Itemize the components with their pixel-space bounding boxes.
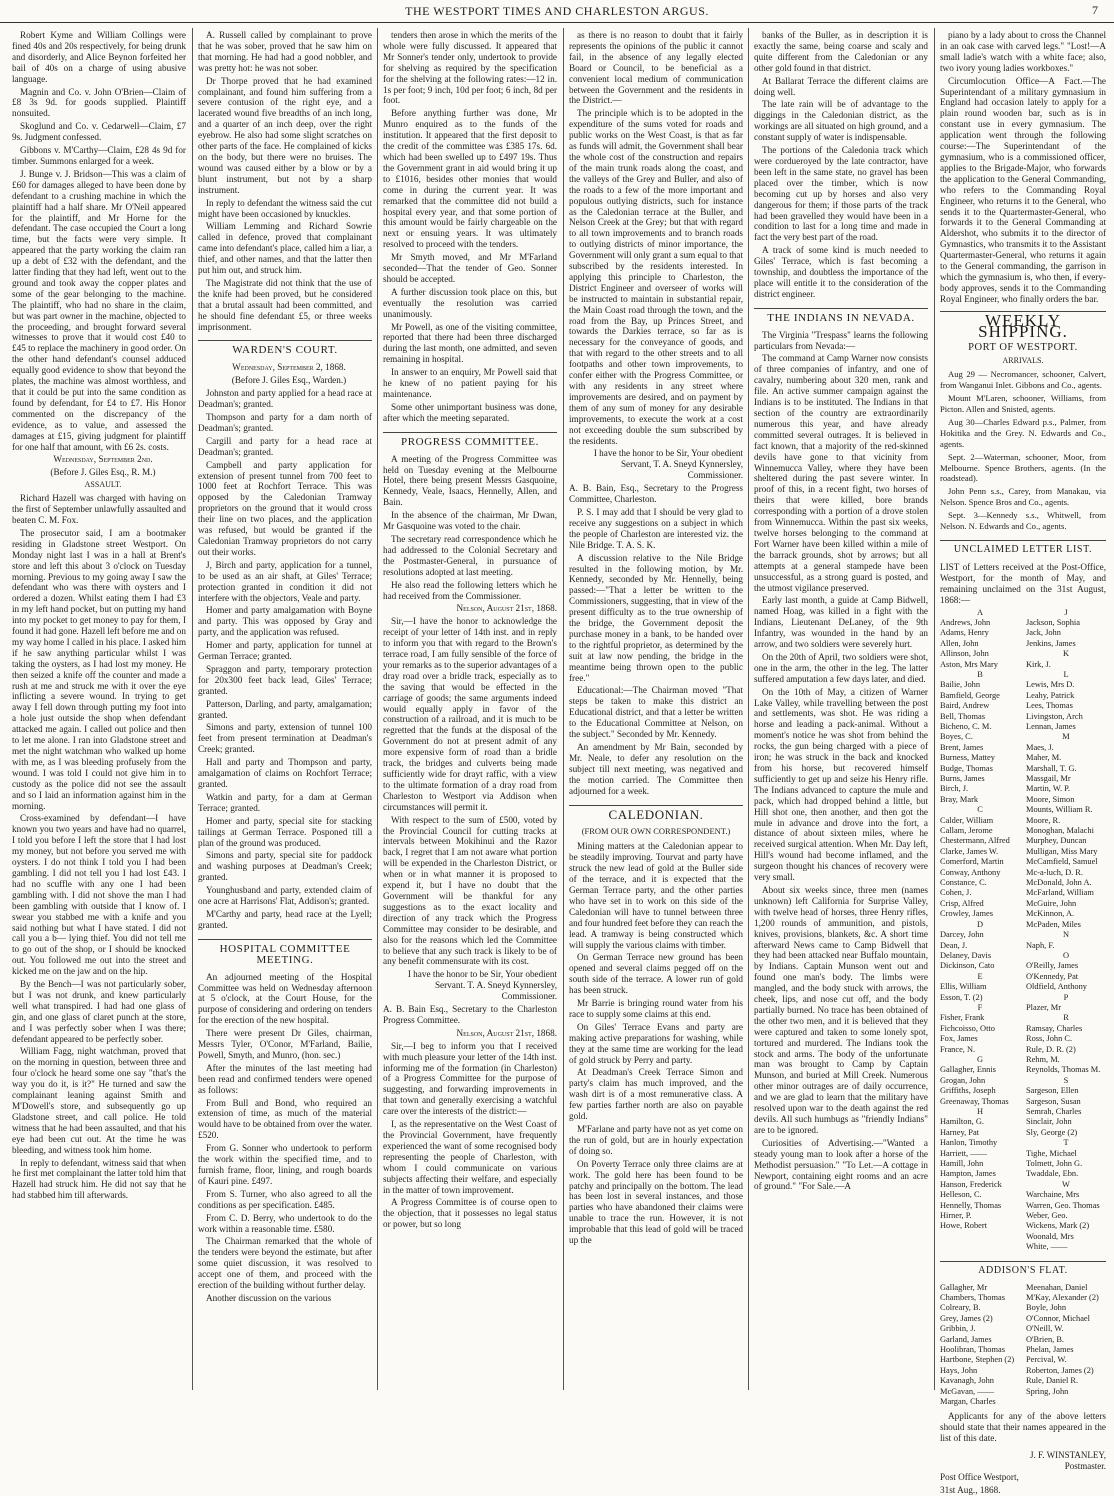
section-heading: PROGRESS COMMITTEE. [383, 432, 557, 448]
paragraph: Curiosities of Advertising.—"Wanted a steady young man to look after a horse of the Methodist persuasion." "To Let.—A cottage in Newport, containing eight rooms and an acre of ground." "For Sale.—A [754, 1137, 928, 1192]
newspaper-title: THE WESTPORT TIMES AND CHARLESTON ARGUS. [405, 4, 709, 18]
paragraph: William Lemming and Richard Sowrie called in defence, proved that complainant came into defendant's place, called him a liar, a thief, and other names, and that the latter then put him out, and struck him. [198, 221, 372, 276]
list-item: Jackson, Sophia [1026, 617, 1080, 627]
paragraph: The prosecutor said, I am a bootmaker residing in Gladstone street Westport. On Monday night last I was in a hall at Brent's store and left this about 3 o'clock on Tuesday morning. Previous to my going away I saw the defendant who was there with oysters and I ordered a dozen. Whilst eating them I had £3 in my left hand pocket, but on putting my hand into my pocket to get money to pay for them, I found it had gone. Hazell left before me and on my way home I called in his place. I asked him if he saw anything particular whilst I was taking the oysters, as I had lost my money. He then seized a knife off the counter and made a rush at me and struck me with it over the eye inflicting a severe wound. In trying to get away I fell down through putting my foot into a hole just outside the shop when defendant attacked me again. I called out police and then to let me alone. I ran into Gladstone street and met the night watchman who walked up home with me, as I was bleeding profusely from the wound. I was told I could not give him in to custody as the police did not see the assault and so I laid an information against him in the morning. [12, 527, 186, 811]
paragraph: Younghusband and party, extended claim of one acre at Harrisons' Flat, Addison's; granted. [198, 885, 372, 907]
paragraph: There were present Dr Giles, chairman, Messrs Tyler, O'Conor, M'Farland, Bailie, Powell, Smyth, and Munro, (hon. sec.) [198, 1028, 372, 1060]
paragraph: Mining matters at the Caledonian appear to be steadily improving. Tourvat and party have struck the new lead of gold at the Buller side of the terrace, and it is expected that the German Terrace party, and the other parties who have set in to work on this side of the Caledonian will have to tunnel between three and four hundred feet before they can reach the lead. A tramway is being constructed which will supply the various claims with timber. [569, 841, 743, 950]
list-item: Fox, James [940, 1034, 978, 1044]
list-item: Calder, William [940, 815, 994, 825]
paragraph: From C. D. Berry, who undertook to do the work within a reasonable time. £580. [198, 1212, 372, 1234]
list-item: Howe, Robert [940, 1221, 987, 1231]
paragraph: Cross-examined by defendant—I have known you two years and have had no quarrel, I told you before I left the store that I had lost my money, but not before you served me with oysters. I do not think I told you I had been gambling. I did not tell you I had lost £43. I had no scuffle with any one I had been gambling with. I did not shove the man I had been gambling with outside that I know of. I swear you stabbed me with a knife and you said nothing but what I have stated. I did not call you a b— lying thief. You did not tell me to go out of the shop, or I should be knocked out. You followed me out into the street and kicked me on the jaw and on the hip. [12, 813, 186, 977]
list-item: Tolmett, John G. [1026, 1159, 1083, 1169]
list-item: Naph, F. [1026, 940, 1055, 950]
paragraph: At Deadman's Creek Terrace Simon and party's claim has much improved, and the wash dirt is of a most remunerative class. A few parties farther north are also on payable gold. [569, 1067, 743, 1122]
list-item: Esson, T. (2) [940, 992, 983, 1002]
list-item: Kirk, J. [1026, 659, 1051, 669]
column-6 [940, 30, 1106, 1495]
list-item: Harriett, —— [940, 1148, 987, 1158]
list-item: Mounts, William R. [1026, 805, 1093, 815]
list-item: Baird, Andrew [940, 701, 990, 711]
list-letter-heading: O [1062, 950, 1070, 960]
court-date: Wednesday, September 2, 1868. [232, 362, 346, 373]
masthead [0, 0, 1114, 23]
list-item: Sly, George (2) [1026, 1127, 1078, 1137]
paragraph: He also read the following letters which he had received from the Commissioner. [383, 579, 557, 601]
post-office-place: Post Office Westport, [940, 1472, 1019, 1482]
shipping-entry: Sept. 2—Waterman, schooner, Moor, from Melbourne. Spence Brothers, agents. (In the roadstead). [940, 451, 1106, 484]
list-item: Martin, W. P. [1026, 784, 1070, 794]
list-item: Twaddale, Ebn. [1026, 1169, 1079, 1179]
shipping-entry: Sept. 3—Kennedy s.s., Whitwell, from Nelson. N. Edwards and Co., agents. [940, 510, 1106, 532]
paragraph: A meeting of the Progress Committee was held on Tuesday evening at the Melbourne Hotel, there being present Messrs Gasquoine, Kennedy, Veale, Isaacs, Hennelly, Allen, and Bain. [383, 453, 557, 508]
list-item: Grey, James (2) [940, 1313, 993, 1323]
list-item: Griffiths, Joseph [940, 1086, 996, 1096]
list-item: Ramsay, Charles [1026, 1023, 1083, 1033]
list-letter-heading: F [977, 1002, 983, 1012]
paragraph: The principle which is to be adopted in the expenditure of the sums voted for roads and public works on the West Coast, is that as far as funds will admit, the Government shall bear the whole cost of the construction and repairs of the main trunk roads along the coast, and the valleys of the Grey and Buller, and also of the roads to a few of the more important and populous outlying districts, such for instance as the Caledonian terrace at the Buller, and Nelson Creek at the Grey; but that with regard to all town improvements and to branch roads to outlying districts of minor importance, the Government will only grant a sum equal to that subscribed by the residents interested. In applying this principle to Charleston, the District Engineer and overseer of works will be instructed to maintain in substantial repair, the Main Coast road through the town, and the road from the Bay, up Princes Street, and towards the Darkies terrace, so far as is necessary for the conveyance of goods, and that with regard to the other streets and to all footpaths and other town improvements, to confer either with the Progress Committee, or with any residents in any street where improvements are desired, and on payment by them of any sum of money for any desirable improvements, to execute the work at a cost not exceeding double the sum subscribed by the residents. [569, 108, 744, 446]
list-item: Hennelly, Thomas [940, 1200, 1002, 1210]
list-item: Semrah, Charles [1026, 1107, 1082, 1116]
list-letter-heading: C [977, 805, 983, 815]
postmaster-title: Postmaster. [1064, 1461, 1106, 1472]
paragraph: In reply to defendant the witness said the cut might have been occasioned by knuckles. [198, 197, 372, 219]
list-item: Hampton, James [940, 1169, 996, 1179]
list-item: Maher, M. [1026, 753, 1062, 763]
list-item: M'Kay, Alexander (2) [1026, 1293, 1099, 1302]
column-4 [569, 30, 743, 1390]
list-item: O'Neill, W. [1026, 1324, 1064, 1334]
list-item: Sinclair, John [1026, 1117, 1072, 1127]
paragraph: The Magistrate did not think that the use of the knife had been proved, but he considered that a brutal assault had been committed, and he should fine defendant £5, or three weeks imprisonment. [198, 277, 372, 332]
paragraph: On Giles' Terrace Evans and party are making active preparations for washing, while they at the same time are working for the lead of gold struck by Perry and party. [569, 1021, 743, 1065]
paragraph: From Bull and Bond, who required an extension of time, as much of the material would have to be obtained from over the water. £520. [198, 1097, 372, 1141]
paragraph: banks of the Buller, as in description it is exactly the same, being coarse and scaly and quite different from the Caledonian or any other gold found in that district. [754, 30, 928, 73]
paragraph: The portions of the Caledonia track which were cordueroyed by the late contractor, have been left in the same state, no gravel has been placed over the timber, which is now becoming cut up by horses and also very dangerous for them; if those parts of the track had been gravelled they would have been in a condition to last for a long time and made in fact the very best part of the road. [754, 145, 928, 243]
section-subheading: (FROM OUR OWN CORRESPONDENT.) [581, 826, 731, 837]
list-item: Fisher, Frank [940, 1013, 985, 1023]
list-item: Rule, Daniel R. [1026, 1376, 1079, 1386]
list-letter-heading: H [976, 1107, 984, 1116]
list-letter-heading: A [976, 607, 984, 617]
list-item: Burness, Mattey [940, 753, 995, 763]
paragraph: On German Terrace new ground has been opened and several claims pegged off on the south side of the terrace. A lower run of gold has been struck. [569, 952, 743, 996]
paragraph: tenders then arose in which the merits of the whole were fully discussed. It appeared that Mr Sonner's tender only, undertook to provide for shelving as required by the specification for the shelving at the following rates:—12 in. 1s per foot; 9 inch, 10d per foot; 6 inch, 8d per foot. [383, 30, 557, 106]
paragraph: The late rain will be of advantage to the diggings in the Caledonian district, as the workings are all situated on high ground, and a constant supply of water is indispensable. [754, 99, 928, 143]
paragraph: Homer and party amalgamation with Boyne and party. This was opposed by Gray and party, and the application was refused. [198, 605, 372, 638]
paragraph: A. Russell called by complainant to prove that he was sober, proved that he saw him on that morning. He had had a good nobbler, and was pretty hot: he was not sober. [198, 30, 372, 73]
paragraph: Skoglund and Co. v. Cedarwell—Claim, £7 9s. Judgment confessed. [12, 121, 186, 143]
paragraph: Simons and party, special site for paddock and washing purposes at Deadman's Creek; granted. [198, 850, 372, 883]
paragraph: M'Farlane and party have not as yet come on the run of gold, but are in hourly expectation of doing so. [569, 1124, 743, 1156]
shipping-entry: John Penn s.s., Carey, from Manakau, via Nelson. Spence Bros and Co., agents. [940, 486, 1106, 508]
list-item: Brent, James [940, 742, 984, 752]
list-letter-heading: G [976, 1054, 984, 1064]
paragraph: Watkin and party, for a dam at German Terrace; granted. [198, 791, 372, 813]
list-item: Constance, C. [940, 878, 987, 888]
list-item: Bell, Thomas [940, 711, 985, 721]
paragraph: An adjourned meeting of the Hospital Committee was held on Wednesday afternoon at 5 o'clock, at the Court House, for the purpose of considering and ordering on tenders for the erection of the new hospital. [198, 971, 372, 1026]
paragraph: Magnin and Co. v. John O'Brien—Claim of £8 3s 9d. for goods supplied. Plaintiff nonsuited. [12, 86, 186, 119]
section-heading: UNCLAIMED LETTER LIST. [940, 540, 1106, 556]
list-item: Maes, J. [1026, 742, 1054, 752]
letter-addressee: A. B. Bain, Esq., Secretary to the Progress Committee, Charleston. [569, 483, 743, 505]
column-rule [934, 28, 935, 1390]
list-item: Tighe, Michael [1026, 1148, 1077, 1158]
list-item: O'Brien, B. [1026, 1334, 1065, 1344]
paragraph: The Virginia "Trespass" learns the following particulars from Nevada:— [754, 329, 928, 351]
list-item: Mc-a-luch, D. R. [1026, 867, 1083, 877]
list-letter-heading: T [1063, 1138, 1069, 1148]
paragraph: Spraggon and party, temporary protection for 20x300 feet back lead, Giles' Terrace; granted. [198, 663, 372, 696]
column-1 [12, 30, 186, 1390]
paragraph: The secretary read correspondence which he had addressed to the Colonial Secretary and the Postmaster-General, in pursuance of resolutions adopted at last meeting. [383, 533, 557, 577]
post-office-date: 31st Aug., 1868. [940, 1484, 1001, 1495]
shipping-entry: Mount M'Laren, schooner, Williams, from Picton. Allen and Snisted, agents. [940, 393, 1106, 414]
column-rule [377, 28, 378, 1390]
list-item: Murphey, Duncan [1026, 836, 1087, 846]
list-item: Sargeson, Susan [1026, 1096, 1081, 1106]
list-item: McCamfield, Samuel [1026, 857, 1098, 867]
list-item: Greenaway, Thomas [940, 1096, 1009, 1106]
paragraph: Mr Powell, as one of the visiting committee, reported that there had been three discharged during the last month, one admitted, and seven remaining in hospital. [383, 321, 557, 365]
list-item: Bamfield, George [940, 690, 1000, 700]
list-item: Rehm, M. [1026, 1054, 1060, 1064]
list-item: Cohen, J. [940, 888, 972, 898]
list-item: Margan, Charles [940, 1397, 996, 1407]
addison-flat-list [940, 1283, 1106, 1408]
list-item: Garland, James [940, 1334, 992, 1344]
paragraph: Robert Kyme and William Collings were fined 40s and 20s respectively, for being drunk and disorderly, and Alice Beynon forfeited her bail of 40s on a charge of using abusive language. [12, 30, 186, 84]
column-rule [563, 28, 564, 1390]
list-letter-heading: S [1063, 1075, 1069, 1085]
name-column-right [1026, 1283, 1106, 1408]
paragraph: A further discussion took place on this, but eventually the resolution was carried unanimously. [383, 286, 557, 319]
paragraph: A Progress Committee is of course open to the objection, that it possesses no legal status or power, but so long [383, 1197, 557, 1230]
paragraph: Educational:—The Chairman moved "That steps be taken to make this district an Educational district, and that a letter be written to the Educational Committee at Nelson, on the subject." Seconded by Mr. Kennedy. [569, 685, 743, 740]
list-item: Marshall, T. G. [1026, 763, 1077, 773]
list-item: Roberton, James (2) [1026, 1365, 1094, 1375]
list-item: McDonald, John A. [1026, 878, 1092, 888]
list-item: Reynolds, Thomas M. [1026, 1065, 1101, 1075]
port-heading: PORT OF WESTPORT. [968, 342, 1078, 354]
paragraph: Sir,—I have the honor to acknowledge the receipt of your letter of 14th inst. and in reply to inform you that with regard to the Brown's terrace road, I am fully sensible of the force of your remarks as to the superior advantages of a dray road over a bridle track, especially as to the saving that would be effected in the carriage of goods; the same arguments indeed would equally apply in favor of the construction of a railroad, and it is much to be regretted that the funds at the disposal of the Government do not at present admit of any more expensive form of road than a bridle track, the bridges and culverts being made sufficiently wide for drayt raffic, with a view to the ultimate formation of a dray road from Charleston to Westport via Addison when circumstances will permit it. [383, 616, 557, 812]
paragraph: Early last month, a guide at Camp Bidwell, named Hoag, was killed in a fight with the Indians, Lieutenant DeLaney, of the 9th Infantry, was wounded in the hand by an arrow, and two soldiers were severely hurt. [754, 595, 928, 650]
column-rule [748, 28, 749, 1390]
list-letter-heading: K [1062, 649, 1070, 659]
list-item: Wickens, Mark (2) [1026, 1221, 1090, 1231]
paragraph: The Chairman remarked that the whole of the tenders were beyond the estimate, but after some quiet discussion, it was resolved to accept one of them, and proceed with the erection of the building without further delay. [198, 1236, 372, 1291]
name-column-left [940, 1283, 1020, 1408]
list-item: Warchaine, Mrs [1026, 1190, 1080, 1200]
list-item: Colreary, B. [940, 1303, 981, 1313]
court-date: Wednesday, September 2nd. [53, 454, 153, 465]
list-item: White, —— [1026, 1242, 1068, 1252]
list-item: Chambers, Thomas [940, 1293, 1005, 1302]
letter-addressee: A. B. Bain Esq., Secretary to the Charleston Progress Committee. [383, 1004, 557, 1025]
list-item: Hoolibran, Thomas [940, 1345, 1005, 1355]
paragraph: P. S. I may add that I should be very glad to receive any suggestions on a subject in which the people of Charleston are interested viz. the Nile Bridge. T. A. S. K. [569, 506, 743, 550]
list-footer: Applicants for any of the above letters should state that their names appeared in the list of this date. [940, 1411, 1106, 1444]
paragraph: By the Bench—I was not particularly sober, but I was not drunk, and knew particularly well what transpired. I had had one glass of gin, and one glass of claret punch at the store, and I was perfectly sober when I was there; defendant appeared to be perfectly sober. [12, 979, 186, 1044]
letter-dateline: Nelson, August 21st, 1868. [456, 1027, 557, 1038]
paragraph: Some other unimportant business was done, after which the meeting separated. [383, 401, 557, 423]
paragraph: Simons and party, extension of tunnel 100 feet from present termination at Deadman's Creek; granted. [198, 722, 372, 755]
paragraph: William Fagg, night watchman, proved that on the morning in question, between three and four o'clock he heard some one say "that's the way you do it, is it?" He turned and saw the complainant leaning against Smith and M'Dowell's store, and subsequently go up Gladstone street, and call police. He told witness that he had been assaulted, and that his eye had been cut out. At the time he was bleeding, and witness took him home. [12, 1046, 186, 1155]
paragraph: Circumlocution Office—A Fact.—The Superintendant of a military gymnasium in England had occasion lately to apply for a plain round wooden bar, such as is in constant use in every gymnasium. The application went through the following course:—The Superintendant of the gymnasium, who is a commissioned officer, applies to the Brigade-Major, who forwards the application to the General Commanding, who refers to the Commanding Royal Engineer, who returns it to the General, who sends it to the Quartermaster-General, who forwards it to the General Commanding at Aldershot, who submits it to the director of Gymnastics, who transmits it to the Assistant Quartermaster-General, who returns it again to the General commanding, the garrison in which the gymnasium is, who then, if every-body approves, sends it to the Commanding Royal Engineer, who finally orders the bar. [940, 75, 1106, 304]
paragraph: Patterson, Darling, and party, amalgamation; granted. [198, 698, 372, 720]
list-letter-heading: M [1062, 732, 1070, 742]
list-item: Rule, D. R. (2) [1026, 1044, 1076, 1054]
list-item: Ellis, William [940, 982, 987, 992]
list-letter-heading: D [976, 919, 984, 929]
list-letter-heading: N [1062, 930, 1070, 940]
list-item: Hamilton, G. [940, 1117, 984, 1127]
list-item: Crisp, Alfred [940, 898, 984, 908]
list-item: Conway, Anthony [940, 867, 1001, 877]
list-item: Dean, J. [940, 940, 968, 950]
court-bench: (Before J. Giles Esq., Warden.) [231, 375, 347, 386]
paragraph: I, as the representative on the West Coast of the Provincial Government, have frequently experienced the want of some recognised body representing the people of Charleston, with whom I could communicate on various subjects affecting their welfare, and especially in the matter of town improvement. [383, 1119, 557, 1195]
paragraph: piano by a lady about to cross the Channel in an oak case with carved legs." "Lost!—A small ladie's watch with a white face; also, two ivory young ladies workboxes." [940, 30, 1106, 73]
paragraph: In the absence of the chairman, Mr Dwan, Mr Gasquoine was voted to the chair. [383, 510, 557, 532]
list-item: Mulligan, Miss Mary [1026, 846, 1098, 856]
unclaimed-letter-list [940, 608, 1106, 1253]
column-5 [754, 30, 928, 1390]
paragraph: From S. Turner, who also agreed to all the conditions as per specification. £485. [198, 1188, 372, 1210]
list-item: Crowley, James [940, 909, 993, 919]
list-item: McKinnon, A. [1026, 909, 1075, 919]
paragraph: Mr Smyth moved, and Mr M'Farland seconded—That the tender of Geo. Sonner should be accepted. [383, 252, 557, 284]
list-item: Monoghan, Malachi [1026, 826, 1094, 836]
paragraph: At Ballarat Terrace the different claims are doing well. [754, 75, 928, 97]
list-letter-heading: R [1063, 1013, 1069, 1023]
paragraph: Cargill and party for a head race at Deadman's; granted. [198, 435, 372, 457]
list-item: Hamill, John [940, 1159, 984, 1169]
paragraph: After the minutes of the last meeting had been read and confirmed tenders were opened as follows: [198, 1062, 372, 1095]
list-item: Andrews, John [940, 617, 991, 627]
list-letter-heading: W [1062, 1179, 1070, 1189]
list-item: Moore, R. [1026, 815, 1061, 825]
list-item: O'Kennedy, Pat [1026, 971, 1079, 981]
list-item: Allen, John [940, 638, 979, 648]
list-item: Clarke, James W. [940, 846, 999, 856]
list-item: Burns, James [940, 774, 985, 783]
paragraph: Homer and party, special site for stacking tailings at German Terrace. Posponed till a plan of the ground was produced. [198, 815, 372, 848]
shipping-entry: Aug 29 — Necromancer, schooner, Calvert, from Wanganui Inlet. Gibbons and Co., agents. [940, 369, 1106, 391]
paragraph: From G. Sonner who undertook to perform the work within the specified time, and to furnish frame, floor, lining, and rough boards of Kauri pine. £497. [198, 1143, 372, 1186]
paragraph: An amendment by Mr Bain, seconded by Mr. Neale, to defer any resolution on the subject till next meeting, was negatived and the motion carried. The Committee then adjourned for a week. [569, 742, 743, 796]
section-heading: THE INDIANS IN NEVADA. [754, 308, 928, 324]
list-item: Hirner, P. [940, 1211, 972, 1221]
paragraph: On the 10th of May, a citizen of Warner Lake Valley, while travelling between the post and settlements, was shot. He was riding a horse and leading a pack-animal. Without a moment's notice he was shot from behind the rocks, the gun being charged with a piece of iron; he was struck in the back and knocked from his horse, but recovered himself sufficiently to get up and seize his Henry rifle. The Indians advanced to capture the mule and pack, which had dropped behind a little, but Hill shot one, then another, and then got the mule in advance and drove into the fort, a distance of about sixteen miles, where he received surgical attention. When Mr. Day left, Hill's wound had become inflamed, and the surgeon thought his chances of recovery were very small. [754, 686, 928, 883]
list-item: Oldfield, Anthony [1026, 982, 1087, 992]
paragraph: In reply to defendant, witness said that when he first met complainant the latter told him that Hazell had struck him. He did not say that he had stabbed him till afterwards. [12, 1157, 186, 1201]
list-item: Bicheno, C. M. [940, 721, 992, 731]
list-item: Hartbone, Stephen (2) [940, 1355, 1015, 1365]
list-item: Lennan, James [1026, 721, 1076, 731]
letter-list-intro: LIST of Letters received at the Post-Office, Westport, for the month of May, and remaining unclaimed on the 31st August, 1868:— [940, 561, 1106, 605]
list-item: Callam, Jerome [940, 826, 993, 836]
column-rule [192, 28, 193, 1390]
list-item: Harney, Pat [940, 1127, 979, 1137]
paragraph: Hall and party and Thompson and party, amalgamation of claims on Rochfort Terrace; granted. [198, 757, 372, 789]
list-item: Dickinson, Cato [940, 961, 995, 971]
list-item: McGavan, —— [940, 1386, 994, 1396]
list-item: Grogan, John [940, 1075, 986, 1085]
column-3 [383, 30, 557, 1390]
section-heading: WEEKLY SHIPPING. [940, 311, 1106, 338]
list-item: Fichcoisso, Otto [940, 1023, 995, 1033]
list-item: Aston, Mrs Mary [940, 659, 998, 669]
list-item: Lewis, Mrs D. [1026, 680, 1075, 690]
list-item: Ross, John C. [1026, 1034, 1073, 1044]
list-item: Gallagher, Ennis [940, 1065, 996, 1075]
paragraph: A discussion relative to the Nile Bridge resulted in the following motion, by Mr. Kennedy, seconded by Mr. Hennelly, being passed:—"That a letter be written to the Commissioners, suggesting, that in view of the present difficulty as to the true ownership of the bridge, the Government deposit the purchase money in a bank, to be handed over to the rightful proprietor, as determined by the suit at law now pending, the bridge in the meantime being thrown open to the public free." [569, 552, 743, 683]
list-item: Spring, John [1026, 1386, 1069, 1396]
list-item: Hanson, Frederick [940, 1179, 1002, 1189]
letter-signature: I have the honor to be Sir, Your obedient Servant, T. A. Sneyd Kynnersley, Commissioner. [593, 448, 743, 481]
letter-dateline: Nelson, August 21st, 1868. [456, 603, 557, 614]
list-item: Plazer, Mr [1026, 1002, 1062, 1012]
paragraph: Thompson and party for a dam north of Deadman's; granted. [198, 412, 372, 433]
section-label: ASSAULT. [84, 480, 122, 490]
paragraph: as there is no reason to doubt that it fairly represents the opinions of the public it cannot fail, in the absence of any legally elected Board or Council, to be beneficial as a convenient local medium of communication between the Government and the residents in the District.— [569, 30, 743, 106]
list-item: McFarland, William [1026, 888, 1094, 898]
shipping-entry: Aug 30—Charles Edward p.s., Palmer, from Hokitika and the Grey. N. Edwards and Co., agents. [940, 416, 1106, 449]
list-item: Bray, Mark [940, 794, 979, 804]
section-heading: CALEDONIAN. [569, 805, 743, 821]
paragraph: On Poverty Terrace only three claims are at work. The gold here has been found to be patchy and principally on the bottom. The lead has been lost in several instances, and those parties who have abandoned their claims were unable to trace the run. However, it is not improbable that this lead of gold will be traced up the [569, 1158, 743, 1246]
postmaster-name: J. F. WINSTANLEY, [1030, 1450, 1106, 1461]
list-item: Helleson, C. [940, 1190, 982, 1200]
paragraph: Sir,—I beg to inform you that I received with much pleasure your letter of the 14th inst. informing me of the formation (in Charleston) of a Progress Committee for the purpose of suggesting, and forwarding improvements in that town and generally exercising a watchful care over the interests of the district:— [383, 1040, 557, 1117]
section-heading: HOSPITAL COMMITTEE MEETING. [198, 939, 372, 966]
paragraph: Campbell and party application for extension of present tunnel from 700 feet to 1000 feet at Rochfort Terrace. This was opposed by the Caledonian Tramway proprietors on the ground that it would cross their line on two places, and the application was refused, but would be granted if the Caledonian Tramway proprietors do not carry out their works. [198, 459, 372, 557]
list-item: Weber, Geo. [1026, 1211, 1068, 1221]
section-heading: ADDISON'S FLAT. [940, 1261, 1106, 1277]
name-column-left [940, 608, 1020, 1253]
paragraph: In answer to an enquiry, Mr Powell said that he knew of no patient paying for his maintenance. [383, 367, 557, 399]
list-item: France, N. [940, 1044, 976, 1054]
list-item: Bailie, John [940, 680, 981, 690]
list-item: Woonald, Mrs [1026, 1231, 1074, 1241]
list-item: Livingston, Arch [1026, 711, 1083, 721]
list-item: Meenahan, Daniel [1026, 1282, 1088, 1292]
paragraph: Johnston and party applied for a head race at Deadman's; granted. [198, 388, 372, 410]
list-item: Boyle, John [1026, 1303, 1067, 1313]
paragraph: M'Carthy and party, head race at the Lyell; granted. [198, 908, 372, 930]
list-item: Lees, Thomas [1026, 701, 1073, 711]
list-item: Gribbin, J. [940, 1324, 976, 1334]
paragraph: Dr Thorpe proved that he had examined complainant, and found him suffering from a severe contusion of the right eye, and a lacerated wound five breadths of an inch long, and a quarter of an inch deep, over the right eyebrow. He also had some slight scratches on other parts of the face. He complained of kicks on the body, but there were no bruises. The wound was caused either by a blow or by a blunt instrument, but not by a sharp instrument. [198, 75, 372, 195]
list-item: McGuire, John [1026, 898, 1077, 908]
list-item: Delaney, Davis [940, 950, 992, 960]
section-heading: WARDEN'S COURT. [198, 340, 372, 356]
paragraph: J, Birch and party, application for a tunnel, to be used as an air shaft, at Giles' Terrace; protection granted in condition it did not interfere with the objectors, Veale and party. [198, 559, 372, 603]
list-item: Jack, John [1026, 628, 1061, 638]
list-item: Darcey, John [940, 930, 984, 940]
paragraph: Before anything further was done, Mr Munro enquired as to the funds of the institution. It appeared that the first deposit to the credit of the committee was £385 17s. 6d. which had been swelled up to £497 19s. Thus the Government grant in aid would bring it up to £1016, besides other monies that would come in during the current year. It was remarked that the committee did not build a hospital every year, and that some portion of this amount would be fairly chargeable on the next or ensuing years. It was ultimately resolved to proceed with the tenders. [383, 108, 557, 250]
column-2 [198, 30, 372, 1390]
paragraph: A track of some kind is much needed to Giles' Terrace, which is fast becoming a township, and doubtless the importance of the place will entitle it to the consideration of the district engineer. [754, 245, 928, 299]
paragraph: The command at Camp Warner now consists of three companies of infantry, and one of cavalry, numbering about 320 men, rank and file. An active summer campaign against the Indians is to be instituted. The Indians in that section of the country are extraordinarily numerous this year, and have already committed several outrages. It is believed in fact known, that a majority of the red-skinned devils have gone to that vicinity from Winnemucca Valley, where they have been sheltered during the past severe winter. In proof of this, in a recent fight, two horses of theirs that were killed, bore brands corresponding with a portion of a drove stolen from Winnemucca. Within the past six weeks, twelve horses belonging to the command at Fort Warner have been killed within a mile of the barrack grounds, shot by arrows; but all attempts at a general stampede have been unsuccessful, as a strong guard is posted, and the utmost vigilance preserved. [754, 353, 928, 593]
list-item: Allinson, John [940, 649, 989, 659]
list-item: Adams, Henry [940, 628, 989, 638]
list-letter-heading: J [1064, 607, 1068, 617]
paragraph: With respect to the sum of £500, voted by the Provincial Council for cutting tracks at intervals between Mokihinui and the Razor back, I regret that I am not aware what portion will be expended in the Charleston District, or when or in what manner it is proposed to expend it, but I have no doubt that the Government will be thankful for any suggestions as to the exact locality and direction of any track which the Progress Committee may consider to be desirable, and also for the reasons which led the Committee to believe that any such track is likely to be of any benefit commensurate with its cost. [383, 814, 557, 967]
court-bench: (Before J. Giles Esq., R. M.) [50, 467, 156, 478]
list-item: McPaden, Miles [1026, 919, 1081, 929]
list-letter-heading: P [1063, 992, 1069, 1002]
list-item: Jenkins, James [1026, 638, 1076, 648]
list-item: Gallagher, Mr [940, 1282, 988, 1292]
list-item: Comerford, Martin [940, 857, 1004, 867]
list-item: Hays, John [940, 1365, 978, 1375]
list-letter-heading: E [977, 971, 983, 981]
paragraph: Richard Hazell was charged with having on the first of September unlawfully assaulted and beaten C. M. Fox. [12, 493, 186, 525]
list-item: Percival, W. [1026, 1355, 1067, 1365]
list-item: Kavanagh, John [940, 1376, 994, 1386]
list-item: Phelan, James [1026, 1345, 1074, 1355]
list-item: Warren, Geo. Thomas [1026, 1200, 1100, 1210]
list-item: Moore, Simon [1026, 794, 1075, 804]
page-number: 7 [1092, 3, 1098, 17]
list-letter-heading: B [977, 669, 983, 679]
list-letter-heading: L [1063, 669, 1069, 679]
list-item: Massgail, Mr [1026, 774, 1071, 783]
list-item: Sargeson, Ellen [1026, 1086, 1079, 1096]
list-item: Birch, J. [940, 784, 969, 794]
paragraph: On the 20th of April, two soldiers were shot, one in the arm, the other in the leg. The latter suffered amputation a few days later, and died. [754, 651, 928, 684]
list-item: Chestermann, Alfred [940, 836, 1010, 846]
list-item: O'Connor, Michael [1026, 1313, 1090, 1323]
paragraph: Gibbons v. M'Carthy—Claim, £28 4s 9d for timber. Summons enlarged for a week. [12, 145, 186, 166]
letter-signature: I have the honor to be Sir, Your obedient Servant. T. A. Sneyd Kynnersley, Commissioner. [407, 969, 557, 1002]
list-item: O'Reilly, James [1026, 961, 1079, 971]
arrivals-label: ARRIVALS. [1002, 356, 1044, 366]
paragraph: About six weeks since, three men (names unknown) left California for Surprise Valley, with twelve head of horses, three Henry rifles, 1,200 rounds of ammunition, and pistols, knives, provisions, blankets, &c. A short time afterward News came to Camp Bidwell that they had been attacked near Buffalo mountain, by Indians. Captain Munson went out and found one man's body. The limbs were mangled, and the body stuck with arrows, the cheek, lips, and nose cut off, and the body partially burned. No trace has been obtained of the other two men, and it is believed that they were captured and taken to some lonely spot, tortured and murdered. The Indians took the stock and arms. The body of the unfortunate man was brought to Camp by Captain Munson, and buried at Mill Creek. Numerous other minor outrages are of daily occurrence, and we are glad to learn that the military have resolved upon war to the death against the red devils. All such humbugs as "friendly Indians" are to be ignored. [754, 884, 928, 1135]
list-item: Boyes, C. [940, 732, 973, 742]
paragraph: Homer and party, application for tunnel at German Terrace; granted. [198, 640, 372, 662]
paragraph: Mr Barrie is bringing round water from his race to supply some claims at this end. [569, 998, 743, 1019]
list-item: Leahy, Patrick [1026, 690, 1075, 700]
list-item: Hanlon, Timothy [940, 1138, 998, 1148]
paragraph: J. Bunge v. J. Bridson—This was a claim of £60 for damages alleged to have been done by defendant to a crushing machine in which the plaintiff had a half share. Mr O'Neil appeared for the plaintiff, and Mr Horne for the defendant. The case occupied the Court a long time, but the facts were very simple. It appeared that the party working the claim ran up a debt of £32 with the defendant, and the latter finding that they had left, went out to the ground and took away the copper plates and some of the gear belonging to the machine. The plaintiff, who had no share in the claim, but was part owner in the machine, objected to the proceeding, and brought forward several witnesses to prove that it would cost £40 to £45 to replace the machinery in good order. On the other hand defendant's counsel adduced equally good evidence to show that beyond the plates, the machine was almost worthless, and that it could be put into the same condition as found by defendant, for £4 to £7. His Honor commented on the discrepancy of the evidence, as to value, and assessed the damages at £15, giving judgment for plaintiff for one half that amount, with £6 2s. costs. [12, 168, 186, 452]
list-item: Budge, Thomas [940, 763, 993, 773]
name-column-right [1026, 608, 1106, 1253]
paragraph: Another discussion on the various [206, 1292, 332, 1303]
